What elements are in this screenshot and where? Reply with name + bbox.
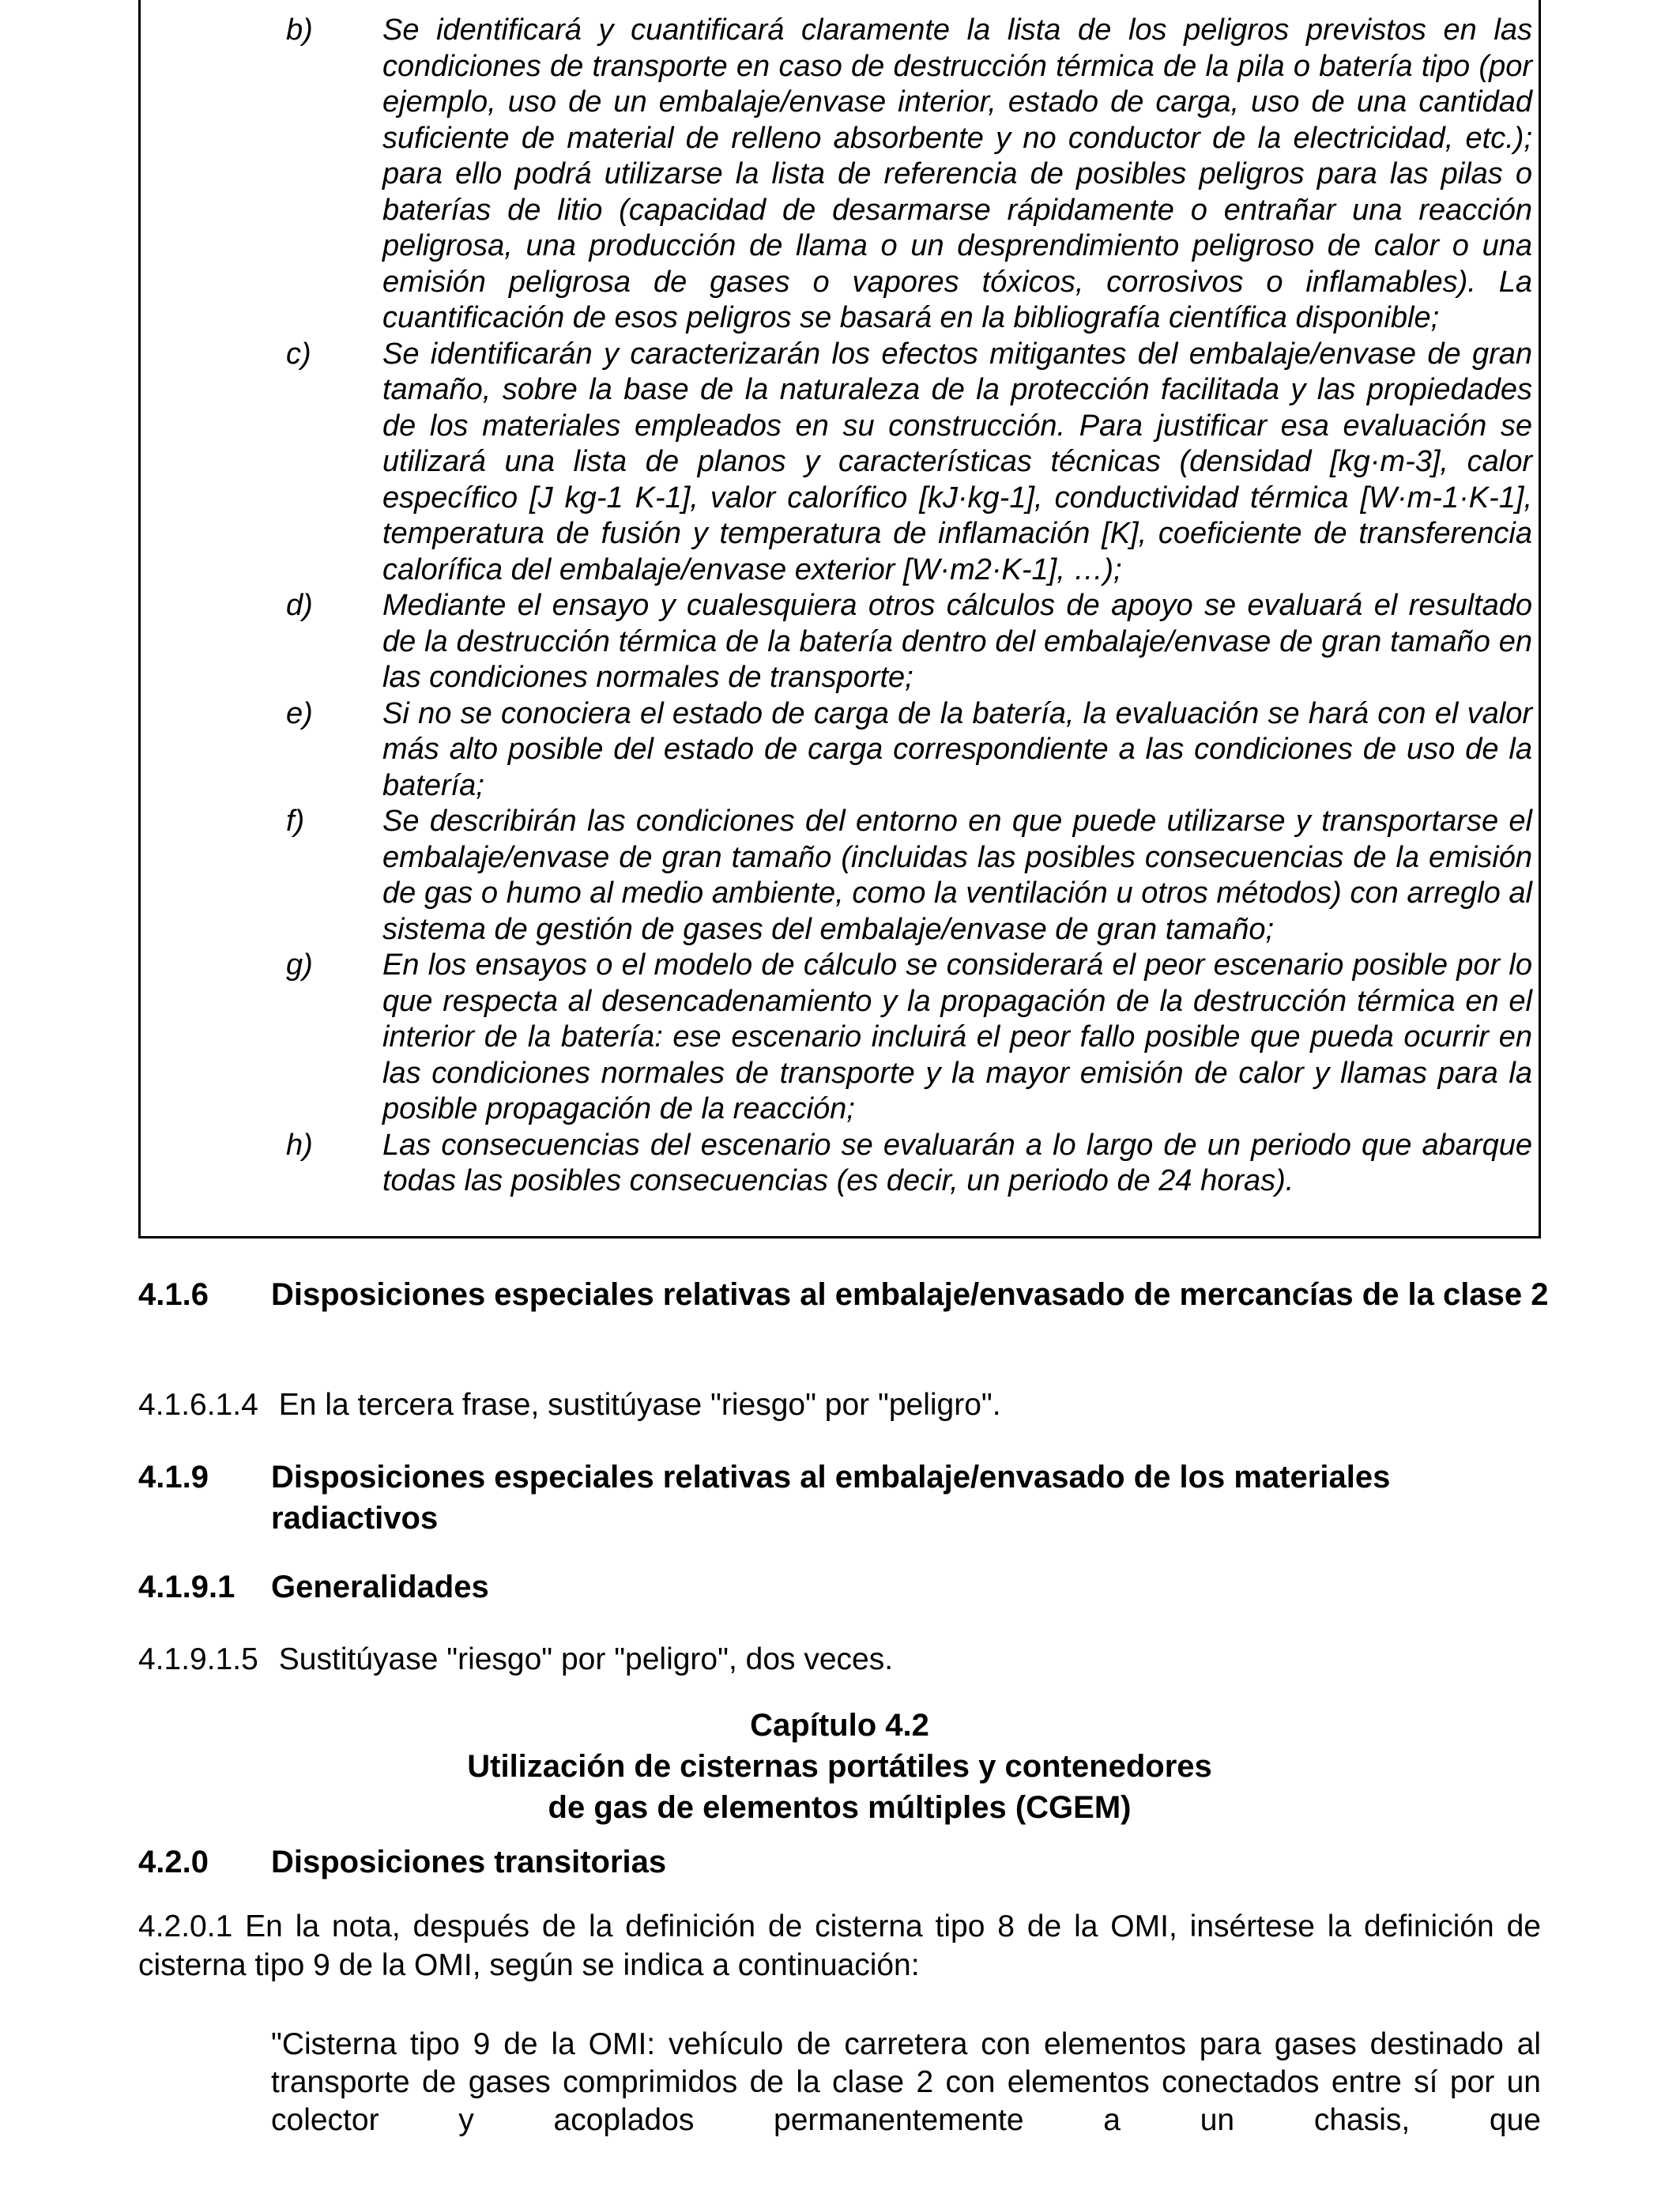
list-item (141, 948, 1539, 1128)
list-item (141, 804, 1539, 948)
chapter-title-line-1: Utilización de cisternas portátiles y contenedores (467, 1749, 1212, 1784)
list-item-label: g) (286, 948, 313, 982)
list-item-label: e) (286, 696, 313, 730)
list-item (141, 588, 1539, 696)
chapter-number: Capítulo 4.2 (750, 1708, 929, 1743)
paragraph-4-1-9-1-5 (138, 1639, 893, 1680)
list-item-text: Se identificará y cuantificará claramente la lista de los peligros previstos en las condiciones de transporte en caso de destrucción térmica de la pila o batería tipo (por ejemplo, uso de un embalaje/envase interior, estado de carga, uso de una cantidad suficiente de material de relleno absorbente y no conductor de la electricidad, etc.); para ello podrá utilizarse la lista de referencia de posibles peligros para las pilas o baterías de litio (capacidad de desarmarse rápidamente o entrañar una reacción peligrosa, una producción de llama o un desprendimiento peligroso de calor o una emisión peligrosa de gases o vapores tóxicos, corrosivos o inflamables). La cuantificación de esos peligros se basará en la bibliografía científica disponible; (382, 13, 1532, 334)
list-item-text: Las consecuencias del escenario se evaluarán a lo largo de un periodo que abarque todas las posibles consecuencias (es decir, un periodo de 24 horas). (382, 1128, 1532, 1197)
list-item (141, 696, 1539, 805)
list-item-label: b) (286, 13, 313, 47)
list-item-label: d) (286, 589, 313, 622)
paragraph-text: En la tercera frase, sustitúyase "riesgo" por "peligro". (278, 1388, 1001, 1422)
paragraph-4-1-6-1-4 (138, 1385, 1001, 1426)
section-title: Disposiciones especiales relativas al embalaje/envasado de mercancías de la clase 2 (271, 1277, 1549, 1312)
list-item (141, 337, 1539, 589)
requirements-list-box (138, 0, 1541, 1238)
section-title: Generalidades (271, 1570, 489, 1604)
section-number: 4.2.0 (138, 1845, 209, 1879)
list-item-text: Si no se conociera el estado de carga de la batería, la evaluación se hará con el valor más alto posible del estado de carga correspondiente a las condiciones de uso de la batería; (382, 696, 1532, 802)
section-number: 4.1.6 (138, 1277, 209, 1312)
section-number: 4.1.9.1 (138, 1570, 235, 1604)
list-item-text: Mediante el ensayo y cualesquiera otros cálculos de apoyo se evaluará el resultado de la destrucción térmica de la batería dentro del embalaje/envase de gran tamaño en las condiciones normales de transporte; (382, 589, 1532, 694)
section-title: Disposiciones especiales relativas al embalaje/envasado de los materiales radiactivos (271, 1460, 1391, 1536)
list-item-label: h) (286, 1128, 313, 1162)
section-title: Disposiciones transitorias (271, 1845, 667, 1879)
quoted-definition: "Cisterna tipo 9 de la OMI: vehículo de carretera con elementos para gases destinado al transporte de gases comprimidos de la clase 2 con elementos conectados entre sí por un colector y acoplados permanentemente a un chasis, que (271, 2027, 1541, 2137)
paragraph-text: En la nota, después de la definición de cisterna tipo 8 de la OMI, insértese la definición de cisterna tipo 9 de la OMI, según se indica a continuación: (138, 1909, 1541, 1982)
list-item-text: Se identificarán y caracterizarán los efectos mitigantes del embalaje/envase de gran tamaño, sobre la base de la naturaleza de la protección facilitada y las propiedades de los materiales empleados en su construcción. Para justificar esa evaluación se utilizará una lista de planos y características técnicas (densidad [kg·m-3], calor específico [J kg-1 K-1], valor calorífico [kJ·kg-1], conductividad térmica [W·m-1·K-1], temperatura de fusión y temperatura de inflamación [K], coeficiente de transferencia calorífica del embalaje/envase exterior [W·m2·K-1], …); (382, 337, 1532, 586)
requirements-list (141, 13, 1539, 1200)
paragraph-number: 4.2.0.1 (138, 1909, 233, 1943)
chapter-heading (138, 1705, 1541, 1828)
list-item-label: c) (286, 337, 311, 371)
chapter-title-line-2: de gas de elementos múltiples (CGEM) (548, 1790, 1132, 1825)
paragraph-number: 4.1.9.1.5 (138, 1642, 258, 1676)
list-item (141, 13, 1539, 337)
list-item (141, 1128, 1539, 1200)
paragraph-text: Sustitúyase "riesgo" por "peligro", dos veces. (278, 1642, 894, 1676)
paragraph-number: 4.1.6.1.4 (138, 1388, 258, 1422)
section-number: 4.1.9 (138, 1460, 209, 1495)
list-item-label: f) (286, 805, 305, 838)
list-item-text: Se describirán las condiciones del entorno en que puede utilizarse y transportarse el embalaje/envase de gran tamaño (incluidas las posibles consecuencias de la emisión de gas o humo al medio ambiente, como la ventilación u otros métodos) con arreglo al sistema de gestión de gases del embalaje/envase de gran tamaño; (382, 805, 1532, 946)
list-item-text: En los ensayos o el modelo de cálculo se considerará el peor escenario posible por lo que respecta al desencadenamiento y la propagación de la destrucción térmica en el interior de la batería: ese escenario incluirá el peor fallo posible que pueda ocurrir en las condiciones normales de transporte y la mayor emisión de calor y llamas para la posible propagación de la reacción; (382, 948, 1532, 1125)
paragraph-4-2-0-1 (138, 1907, 1541, 1985)
